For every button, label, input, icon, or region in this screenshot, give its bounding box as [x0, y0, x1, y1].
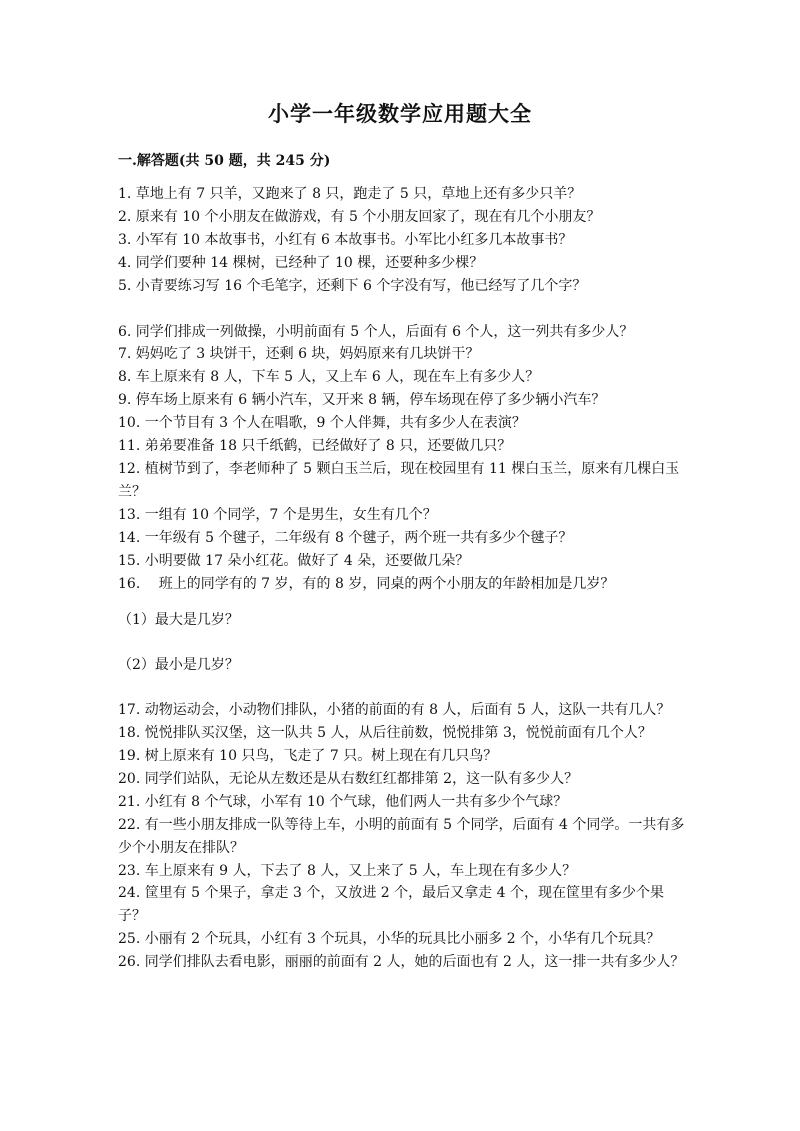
question-item: 12. 植树节到了，李老师种了 5 颗白玉兰后，现在校园里有 11 棵白玉兰，原来有几棵白玉兰？ [118, 460, 680, 500]
question-item: 18. 悦悦排队买汉堡，这一队共 5 人，从后往前数，悦悦排第 3，悦悦前面有几个人？ [118, 725, 652, 742]
question-item: 3. 小军有 10 本故事书，小红有 6 本故事书。小军比小红多几本故事书？ [118, 231, 573, 248]
question-item: 14. 一年级有 5 个毽子，二年级有 8 个毽子，两个班一共有多少个毽子？ [118, 529, 573, 546]
sub-question-group [118, 609, 688, 677]
sub-question: （1）最大是几岁？ [118, 612, 239, 629]
question-item: 17. 动物运动会，小动物们排队，小猪的前面的有 8 人，后面有 5 人，这队一共有几人？ [118, 702, 671, 719]
question-item: 2. 原来有 10 个小朋友在做游戏，有 5 个小朋友回家了，现在有几个小朋友？ [118, 208, 601, 225]
question-item: 5. 小青要练习写 16 个毛笔字，还剩下 6 个字没有写，他已经写了几个字？ [118, 277, 587, 294]
question-item: 20. 同学们站队，无论从左数还是从右数红红都排第 2，这一队有多少人？ [118, 770, 579, 787]
question-item: 26. 同学们排队去看电影，丽丽的前面有 2 人，她的后面也有 2 人，这一排一共有多少人？ [118, 954, 685, 971]
question-item: 13. 一组有 10 个同学，7 个是男生，女生有几个？ [118, 506, 437, 523]
question-item: 15. 小明要做 17 朵小红花。做好了 4 朵，还要做几朵？ [118, 552, 470, 569]
question-item: 1. 草地上有 7 只羊，又跑来了 8 只，跑走了 5 只，草地上还有多少只羊？ [118, 186, 582, 202]
sub-question: （2）最小是几岁？ [118, 657, 239, 674]
question-item: 7. 妈妈吃了 3 块饼干，还剩 6 块，妈妈原来有几块饼干？ [118, 346, 480, 363]
question-item: 6. 同学们排成一列做操，小明前面有 5 个人，后面有 6 个人，这一列共有多少人？ [118, 323, 634, 340]
question-item: 24. 筐里有 5 个果子，拿走 3 个，又放进 2 个，最后又拿走 4 个，现在筐里有多少个果子？ [118, 885, 664, 925]
question-list [118, 183, 688, 974]
question-item: 21. 小红有 8 个气球，小军有 10 个气球，他们两人一共有多少个气球？ [118, 793, 568, 810]
page-title: 小学一年级数学应用题大全 [268, 101, 532, 126]
question-item: 11. 弟弟要准备 18 只千纸鹤，已经做好了 8 只，还要做几只？ [118, 438, 512, 455]
question-item: 10. 一个节目有 3 个人在唱歌，9 个人伴舞，共有多少人在表演？ [118, 415, 526, 432]
question-item: 22. 有一些小朋友排成一队等待上车，小明的前面有 5 个同学，后面有 4 个同学。一共有多少个小朋友在排队？ [118, 816, 685, 856]
question-item: 23. 车上原来有 9 人，下去了 8 人，又上来了 5 人，车上现在有多少人？ [118, 862, 577, 879]
question-item: 9. 停车场上原来有 6 辆小汽车，又开来 8 辆，停车场现在停了多少辆小汽车？ [118, 392, 606, 409]
question-item: 4. 同学们要种 14 棵树，已经种了 10 棵，还要种多少棵？ [118, 254, 484, 271]
question-item: 16. 班上的同学有的 7 岁，有的 8 岁，同桌的两个小朋友的年龄相加是几岁？ [118, 575, 615, 592]
question-item: 25. 小丽有 2 个玩具，小红有 3 个玩具，小华的玩具比小丽多 2 个，小华有几个玩具？ [118, 931, 661, 948]
question-item: 19. 树上原来有 10 只鸟，飞走了 7 只。树上现在有几只鸟？ [118, 748, 498, 765]
question-item: 8. 车上原来有 8 人，下车 5 人，又上车 6 人，现在车上有多少人？ [118, 369, 540, 386]
section-heading: 一.解答题(共 50 题，共 245 分) [118, 153, 331, 169]
